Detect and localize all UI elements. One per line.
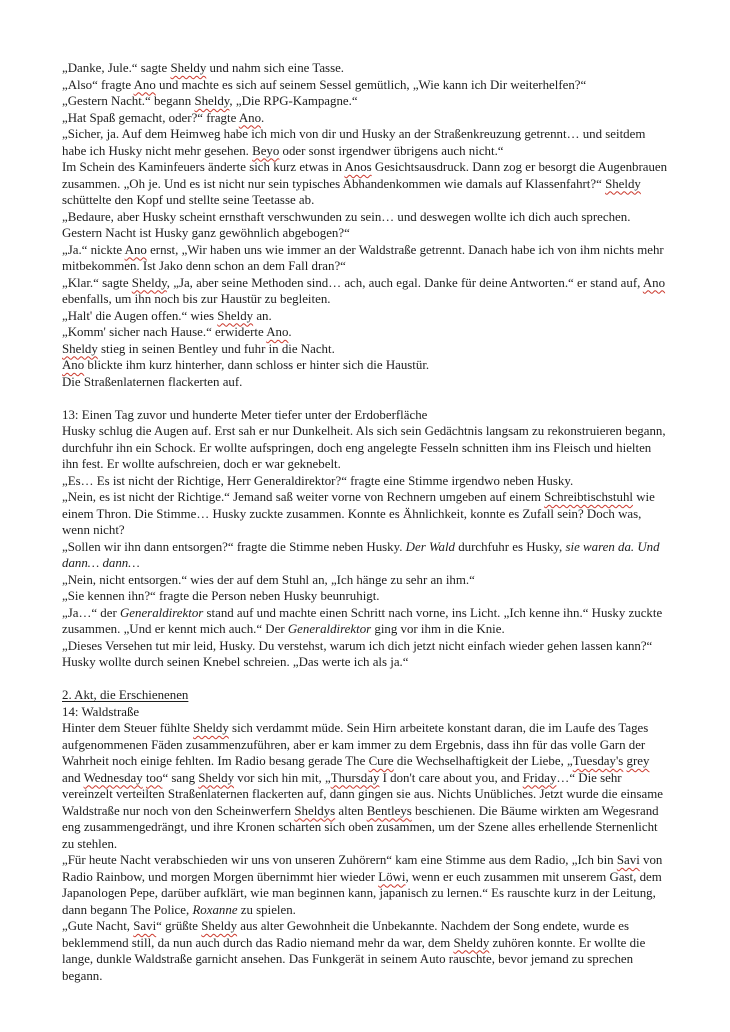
paragraph	[62, 126, 670, 159]
text-run: die Wechselhaftigkeit der Liebe, „	[393, 754, 573, 768]
misspelled-word: Schreibtischstuhl	[544, 490, 633, 504]
misspelled-word: Löwi	[378, 869, 406, 884]
paragraph	[62, 489, 670, 539]
misspelled-word: Sheldy	[193, 721, 229, 735]
text-run: „Komm' sicher nach Hause.“ erwiderte	[62, 325, 267, 339]
text-run: and	[62, 754, 653, 785]
text-run: „Also“ fragte	[62, 77, 134, 92]
misspelled-word: Beyo	[252, 143, 280, 158]
text-run: blickte ihm kurz hinterher, dann schloss er hinter sich die Haustür.	[84, 358, 430, 372]
text-run: schüttelte den Kopf und stellte seine Teetasse ab.	[62, 176, 645, 207]
text-run: “ grüßte	[156, 919, 202, 933]
text-run: „Bedaure, aber Husky scheint ernsthaft verschwunden zu sein… und deswegen wollte ich dich auch sprechen. Gestern Nacht ist Husky ganz gewöhnlich abgebogen?“	[62, 209, 634, 240]
misspelled-word: Ano	[238, 110, 262, 125]
text-run: durchfuhr es Husky,	[454, 539, 566, 554]
misspelled-word: Ano	[124, 242, 147, 257]
text-run: „Sicher, ja. Auf dem Heimweg habe ich mich von dir und Husky an der Straßenkreuzung getrennt… und seitdem habe ich Husky nicht mehr gesehen.	[62, 127, 649, 158]
paragraph	[62, 242, 670, 275]
misspelled-word: Cure	[368, 754, 394, 768]
document-text	[62, 60, 670, 984]
misspelled-word: Sheldys	[294, 803, 336, 818]
scene-heading	[62, 407, 670, 424]
text-run: Die Straßenlaternen flackerten auf.	[62, 374, 243, 389]
text-run: „Sie kennen ihn?“ fragte die Person neben Husky beunruhigt.	[62, 589, 380, 603]
text-run: , „Die RPG-Kampagne.“	[229, 94, 358, 108]
paragraph	[62, 918, 670, 984]
text-run: Hinter dem Steuer fühlte	[62, 721, 194, 735]
text-run: …“ Die sehr vereinzelt verteilten Straßenlaternen flackerten auf, dann gingen sie aus. Nichts Unübliches. Jetzt wurde die einsame Waldstraße nur noch von den Scheinwerfern	[62, 770, 666, 818]
paragraph	[62, 852, 670, 918]
paragraph	[62, 275, 670, 308]
text-run: Im Schein des Kaminfeuers änderte sich kurz etwas in	[62, 160, 345, 174]
text-run: „Ja.“ nickte	[62, 242, 125, 257]
paragraph	[62, 473, 670, 490]
text-run: „Es… Es ist nicht der Richtige, Herr Generaldirektor?“ fragte eine Stimme irgendwo neben Husky.	[62, 473, 574, 488]
text-run: .	[261, 110, 265, 125]
misspelled-word: too	[145, 770, 163, 785]
text-run: stand auf und machte einen Schritt nach vorne, ins Licht. „Ich kenne ihn.“ Husky zuckte zusammen. „Und er kennt mich auch.“ Der	[62, 605, 666, 636]
text-run: „Danke, Jule.“ sagte	[62, 61, 171, 75]
text-run: ging vor ihm in die Knie.	[371, 622, 505, 636]
text-run: „Ja…“ der	[62, 605, 120, 620]
text-run: wie einem Thron. Die Stimme… Husky zuckte zusammen. Konnte es Ähnlichkeit, konnte es Zufall sein? Doch was, wenn nicht?	[62, 490, 659, 537]
misspelled-word: Ano	[642, 275, 666, 290]
text-run: ernst, „Wir haben uns wie immer an der Waldstraße getrennt. Danach habe ich von ihm nichts mehr mitbekommen. Ist Jako denn schon an dem Fall dran?“	[62, 242, 667, 273]
misspelled-word: Sheldy	[217, 308, 254, 323]
paragraph	[62, 341, 670, 358]
italic-text: sie waren da. Und dann… dann…	[62, 539, 663, 570]
text-run: Gesichtsausdruck. Dann zog er besorgt die Augenbrauen zusammen. „Oh je. Und es ist nicht nur sein typisches Abhandenkommen wie damals auf Klassenfahrt?“	[62, 160, 671, 191]
text-run: .	[288, 325, 292, 339]
misspelled-word: Anos	[344, 160, 372, 174]
misspelled-word: Sheldy	[131, 275, 167, 290]
text-run: alten	[335, 803, 367, 818]
paragraph	[62, 423, 670, 473]
text-run: beschienen. Die Bäume wirkten am Wegesrand eng zusammengedrängt, und ihre Kronen scharten sich oben zusammen, um der Szene alles erhellende Sternenlicht zu stehlen.	[62, 803, 662, 851]
text-run: „Gestern Nacht.“ begann	[62, 94, 195, 108]
paragraph	[62, 572, 670, 589]
text-run: und nahm sich eine Tasse.	[206, 61, 345, 75]
act-heading	[62, 687, 670, 704]
scene-heading	[62, 704, 670, 721]
paragraph	[62, 324, 670, 341]
misspelled-word: Tuesday's	[572, 754, 624, 768]
paragraph	[62, 605, 670, 638]
misspelled-word: Ano	[266, 325, 289, 339]
misspelled-word: Sheldy	[605, 176, 641, 191]
text-run: aus alter Gewohnheit die Unbekannte. Nachdem der Song endete, wurde es beklemmend still, da nun auch durch das Radio niemand mehr da war, dem	[62, 919, 633, 950]
text-run: „Hat Spaß gemacht, oder?“ fragte	[62, 110, 239, 125]
paragraph	[62, 374, 670, 391]
paragraph	[62, 60, 670, 77]
text-run: sich verdammt müde. Sein Hirn arbeitete konstant daran, die im Laufe des Tages aufgenommenen Fäden zusammenzuführen, aber er kam immer zu dem Ergebnis, dass ihn für das volle Garn der Wahrheit noch einige fehlten. Im Radio besang gerade The	[62, 721, 652, 768]
italic-text: Der Wald	[405, 539, 455, 554]
text-run: von Radio Rainbow, und morgen Morgen übernimmt hier wieder	[62, 853, 666, 884]
paragraph	[62, 159, 670, 209]
paragraph	[62, 77, 670, 94]
text-run: „Halt' die Augen offen.“ wies	[62, 308, 218, 323]
text-run: ebenfalls, um ihn noch bis zur Haustür zu begleiten.	[62, 275, 669, 306]
text-run: „Sollen wir ihn dann entsorgen?“ fragte die Stimme neben Husky.	[62, 539, 406, 554]
paragraph	[62, 357, 670, 374]
paragraph	[62, 93, 670, 110]
misspelled-word: Friday	[522, 770, 557, 785]
paragraph	[62, 308, 670, 325]
text-run: oder sonst irgendwer übrigens auch nicht.“	[279, 143, 504, 158]
text-run: 14: Waldstraße	[62, 704, 140, 719]
misspelled-word: Savi	[616, 853, 640, 867]
italic-text: Generaldirektor	[287, 622, 372, 636]
underlined-heading-text: 2. Akt, die Erschienenen	[62, 688, 189, 702]
text-run: „Für heute Nacht verabschieden wir uns von unseren Zuhörern“ kam eine Stimme aus dem Radio, „Ich bin	[62, 853, 617, 867]
blank-line	[62, 390, 670, 407]
paragraph	[62, 720, 670, 852]
text-run: I don't care about you, and	[379, 770, 523, 785]
text-run: Husky schlug die Augen auf. Erst sah er nur Dunkelheit. Als sich sein Gedächtnis langsam zu rekonstruieren begann, durchfuhr ihn ein Schock. Er wollte aufspringen, doch eng angelegte Fesseln schnitten ihm ins Fleisch und hielten ihn fest. Er wollte aufschreien, doch er war geknebelt.	[62, 424, 669, 471]
misspelled-word: Sheldy	[201, 919, 238, 933]
misspelled-word: Sheldy	[453, 935, 490, 950]
text-run: „Gute Nacht,	[62, 919, 134, 933]
misspelled-word: Sheldy	[194, 94, 230, 108]
misspelled-word: Savi	[133, 919, 157, 933]
text-run: „Nein, es ist nicht der Richtige.“ Jemand saß weiter vorne von Rechnern umgeben auf einem	[62, 490, 545, 504]
blank-line	[62, 671, 670, 688]
misspelled-word: Ano	[62, 358, 85, 372]
misspelled-word: Ano	[133, 77, 156, 92]
text-run: „Klar.“ sagte	[62, 275, 132, 290]
text-run: , wenn er euch zusammen mit unserem Gast, dem Japanologen Pepe, darüber aufklärt, wie man beginnen kann, japanisch zu lernen.“ Es rauschte kurz in der Leitung, dann begann The Police,	[62, 869, 666, 917]
text-run: 13: Einen Tag zuvor und hunderte Meter tiefer unter der Erdoberfläche	[62, 407, 428, 422]
text-run: stieg in seinen Bentley und fuhr in die Nacht.	[97, 341, 335, 356]
text-run: zu spielen.	[237, 902, 296, 917]
paragraph	[62, 638, 670, 671]
text-run: an.	[253, 308, 272, 323]
paragraph	[62, 588, 670, 605]
text-run: “ sang	[162, 770, 199, 785]
misspelled-word: Sheldy	[198, 770, 235, 785]
text-run: vor sich hin mit, „	[234, 770, 331, 785]
misspelled-word: grey	[626, 754, 650, 768]
text-run: und machte es sich auf seinem Sessel gemütlich, „Wie kann ich Dir weiterhelfen?“	[155, 77, 587, 92]
text-run: , „Ja, aber seine Methoden sind… ach, auch egal. Danke für deine Antworten.“ er stand auf,	[166, 275, 643, 290]
italic-text: Roxanne	[192, 902, 238, 917]
paragraph	[62, 110, 670, 127]
text-run: „Dieses Versehen tut mir leid, Husky. Du verstehst, warum ich dich jetzt nicht einfach wieder gehen lassen kann?“ Husky wollte durch seinen Knebel schreien. „Das werte ich als ja.“	[62, 638, 656, 669]
text-run: zuhören konnte. Er wollte die lange, dunkle Waldstraße garnicht ansehen. Das Funkgerät in seinem Auto rauschte, bevor jemand zu sprechen begann.	[62, 935, 649, 983]
paragraph	[62, 539, 670, 572]
misspelled-word: Sheldy	[62, 341, 98, 356]
misspelled-word: Sheldy	[170, 61, 207, 75]
misspelled-word: Thursday	[330, 770, 380, 785]
misspelled-word: Bentleys	[366, 803, 412, 818]
paragraph	[62, 209, 670, 242]
text-run: „Nein, nicht entsorgen.“ wies der auf dem Stuhl an, „Ich hänge zu sehr an ihm.“	[62, 572, 475, 587]
italic-text: Generaldirektor	[119, 605, 204, 620]
misspelled-word: Wednesday	[83, 770, 143, 785]
